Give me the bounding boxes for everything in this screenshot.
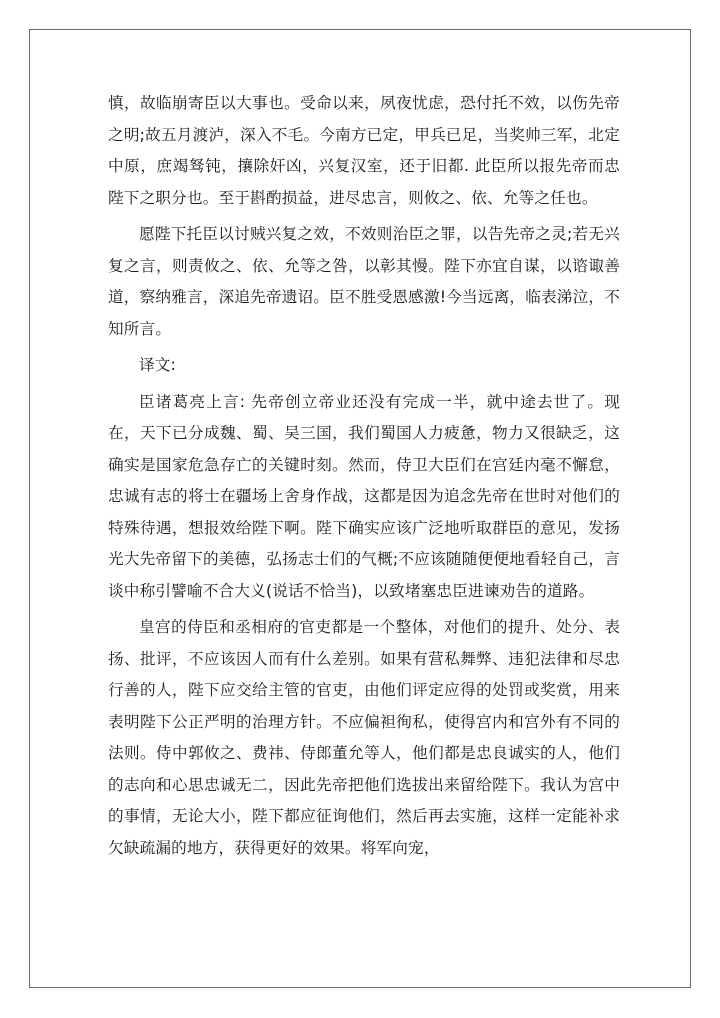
paragraph-3: 臣诸葛亮上言: 先帝创立帝业还没有完成一半，就中途去世了。现在，天下已分成魏、蜀、吴三国，我们蜀国人力疲惫，物力又很缺乏，这确实是国家危急存亡的关键时刻。然而，侍卫大臣们在宫廷内毫不懈怠，忠诚有志的将士在疆场上舍身作战，这都是因为追念先帝在世时对他们的特殊待遇，想报效给陛下啊。陛下确实应该广泛地听取群臣的意见，发扬光大先帝留下的美德，弘扬志士们的气概;不应该随随便便地看轻自己，言谈中称引譬喻不合大义(说话不恰当)，以致堵塞忠臣进谏劝告的道路。 [108, 392, 620, 600]
paragraph-1: 慎，故临崩寄臣以大事也。受命以来，夙夜忧虑，恐付托不效，以伤先帝之明;故五月渡泸，深入不毛。今南方已定，甲兵已足，当奖帅三军，北定中原，庶竭驽钝，攘除奸凶，兴复汉室，还于旧都. 此臣所以报先帝而忠陛下之职分也。至于斟酌损益，进尽忠言，则攸之、依、允等之任也。 [108, 94, 620, 207]
paragraph-2: 愿陛下托臣以讨贼兴复之效，不效则治臣之罪，以告先帝之灵;若无兴复之言，则责攸之、依、允等之咎，以彰其慢。陛下亦宜自谋，以谘诹善道，察纳雅言，深追先帝遗诏。臣不胜受恩感激!今当远离，临表涕泣，不知所言。 [108, 225, 620, 338]
paragraph-4: 皇宫的侍臣和丞相府的官吏都是一个整体，对他们的提升、处分、表扬、批评，不应该因人而有什么差别。如果有营私舞弊、违犯法律和尽忠行善的人，陛下应交给主管的官吏，由他们评定应得的处罚或奖赏，用来表明陛下公正严明的治理方针。不应偏袒徇私，使得宫内和宫外有不同的法则。侍中郭攸之、费祎、侍郎董允等人，他们都是忠良诚实的人，他们的志向和心思忠诚无二，因此先帝把他们选拔出来留给陛下。我认为宫中的事情，无论大小，陛下都应征询他们，然后再去实施，这样一定能补求欠缺疏漏的地方，获得更好的效果。将军向宠， [108, 618, 620, 857]
translation-heading: 译文: [139, 356, 177, 374]
document-body [108, 88, 620, 864]
